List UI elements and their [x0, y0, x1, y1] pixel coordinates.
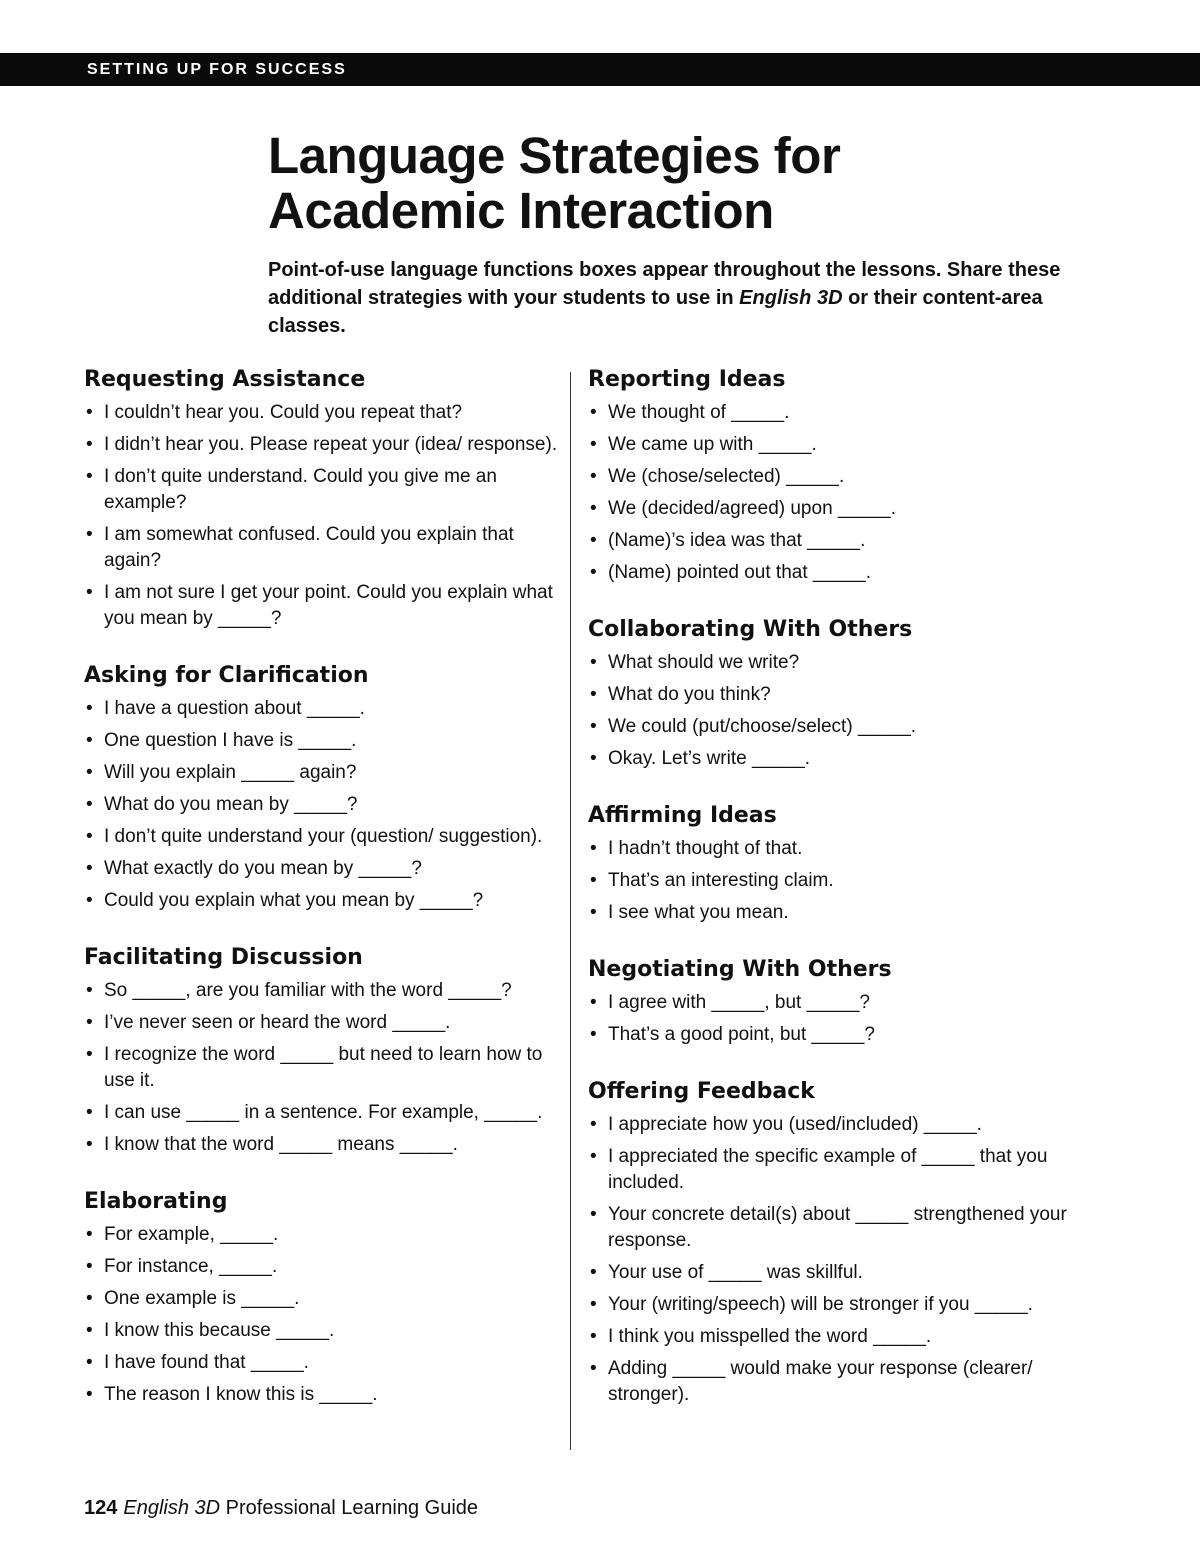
list-item: • I can use _____ in a sentence. For example, _____. [84, 1100, 559, 1126]
strategy-section [84, 1188, 559, 1408]
strategy-section [588, 616, 1068, 772]
strategy-section [84, 944, 559, 1158]
section-heading: Reporting Ideas [588, 367, 786, 392]
footer-book-title: English 3D [123, 1497, 221, 1519]
section-heading: Collaborating With Others [588, 617, 913, 642]
list-item: • I know this because _____. [84, 1318, 559, 1344]
strategy-list [588, 836, 1068, 926]
strategy-list [84, 978, 559, 1158]
intro-paragraph [268, 256, 1068, 340]
page-title-line-2: Academic Interaction [268, 182, 774, 239]
list-item: • Will you explain _____ again? [84, 760, 559, 786]
list-item: • For instance, _____. [84, 1254, 559, 1280]
list-item: • I am somewhat confused. Could you explain that again? [84, 522, 559, 574]
list-item: • One example is _____. [84, 1286, 559, 1312]
page-footer [84, 1495, 478, 1521]
list-item: • The reason I know this is _____. [84, 1382, 559, 1408]
section-heading: Requesting Assistance [84, 367, 366, 392]
list-item: • (Name)’s idea was that _____. [588, 528, 1068, 554]
list-item: • We (chose/selected) _____. [588, 464, 1068, 490]
list-item: • What exactly do you mean by _____? [84, 856, 559, 882]
header-label: SETTING UP FOR SUCCESS [87, 61, 347, 78]
section-heading: Affirming Ideas [588, 803, 777, 828]
strategy-section [588, 366, 1068, 586]
list-item: • I see what you mean. [588, 900, 1068, 926]
list-item: • Could you explain what you mean by _____? [84, 888, 559, 914]
page-number: 124 [84, 1497, 118, 1519]
list-item: • I don’t quite understand your (question/ suggestion). [84, 824, 559, 850]
list-item: • Your concrete detail(s) about _____ strengthened your response. [588, 1202, 1068, 1254]
list-item: • I hadn’t thought of that. [588, 836, 1068, 862]
list-item: • What do you think? [588, 682, 1068, 708]
list-item: • Your use of _____ was skillful. [588, 1260, 1068, 1286]
list-item: • I have a question about _____. [84, 696, 559, 722]
strategy-list [84, 400, 559, 632]
strategy-list [588, 650, 1068, 772]
strategy-section [84, 662, 559, 914]
section-heading: Facilitating Discussion [84, 945, 363, 970]
list-item: • I agree with _____, but _____? [588, 990, 1068, 1016]
list-item: • Your (writing/speech) will be stronger if you _____. [588, 1292, 1068, 1318]
section-heading: Negotiating With Others [588, 957, 892, 982]
column-divider [570, 372, 571, 1450]
section-heading: Offering Feedback [588, 1079, 815, 1104]
list-item: • So _____, are you familiar with the word _____? [84, 978, 559, 1004]
strategy-section [588, 802, 1068, 926]
list-item: • I appreciated the specific example of _____ that you included. [588, 1144, 1068, 1196]
list-item: • I am not sure I get your point. Could you explain what you mean by _____? [84, 580, 559, 632]
list-item: • Okay. Let’s write _____. [588, 746, 1068, 772]
list-item: • I appreciate how you (used/included) _____. [588, 1112, 1068, 1138]
page-title-line-1: Language Strategies for [268, 127, 841, 184]
strategy-section [588, 1078, 1068, 1408]
list-item: • Adding _____ would make your response (clearer/ stronger). [588, 1356, 1068, 1408]
list-item: • We could (put/choose/select) _____. [588, 714, 1068, 740]
list-item: • We (decided/agreed) upon _____. [588, 496, 1068, 522]
list-item: • I know that the word _____ means _____. [84, 1132, 559, 1158]
list-item: • One question I have is _____. [84, 728, 559, 754]
list-item: • I recognize the word _____ but need to learn how to use it. [84, 1042, 559, 1094]
intro-text-after: or their content-area classes. [268, 287, 1043, 337]
footer-guide-text: Professional Learning Guide [220, 1497, 479, 1519]
list-item: • I don’t quite understand. Could you give me an example? [84, 464, 559, 516]
intro-text-before: Point-of-use language functions boxes appear throughout the lessons. Share these additional strategies with your students to use in [268, 259, 1061, 309]
list-item: • We came up with _____. [588, 432, 1068, 458]
section-heading: Elaborating [84, 1189, 228, 1214]
strategy-list [84, 696, 559, 914]
strategy-list [588, 990, 1068, 1048]
strategy-list [84, 1222, 559, 1408]
list-item: • That’s an interesting claim. [588, 868, 1068, 894]
left-column [84, 366, 559, 1438]
list-item: • That’s a good point, but _____? [588, 1022, 1068, 1048]
list-item: • I think you misspelled the word _____. [588, 1324, 1068, 1350]
strategy-list [588, 400, 1068, 586]
header-bar [0, 53, 1200, 86]
strategy-section [84, 366, 559, 632]
page-title [268, 128, 1068, 238]
list-item: • For example, _____. [84, 1222, 559, 1248]
strategy-list [588, 1112, 1068, 1408]
list-item: • What do you mean by _____? [84, 792, 559, 818]
strategy-section [588, 956, 1068, 1048]
list-item: • I couldn’t hear you. Could you repeat that? [84, 400, 559, 426]
list-item: • I have found that _____. [84, 1350, 559, 1376]
right-column [588, 366, 1068, 1438]
intro-emphasis: English 3D [739, 287, 843, 309]
list-item: • I’ve never seen or heard the word _____. [84, 1010, 559, 1036]
list-item: • What should we write? [588, 650, 1068, 676]
section-heading: Asking for Clarification [84, 663, 369, 688]
list-item: • We thought of _____. [588, 400, 1068, 426]
list-item: • (Name) pointed out that _____. [588, 560, 1068, 586]
list-item: • I didn’t hear you. Please repeat your (idea/ response). [84, 432, 559, 458]
